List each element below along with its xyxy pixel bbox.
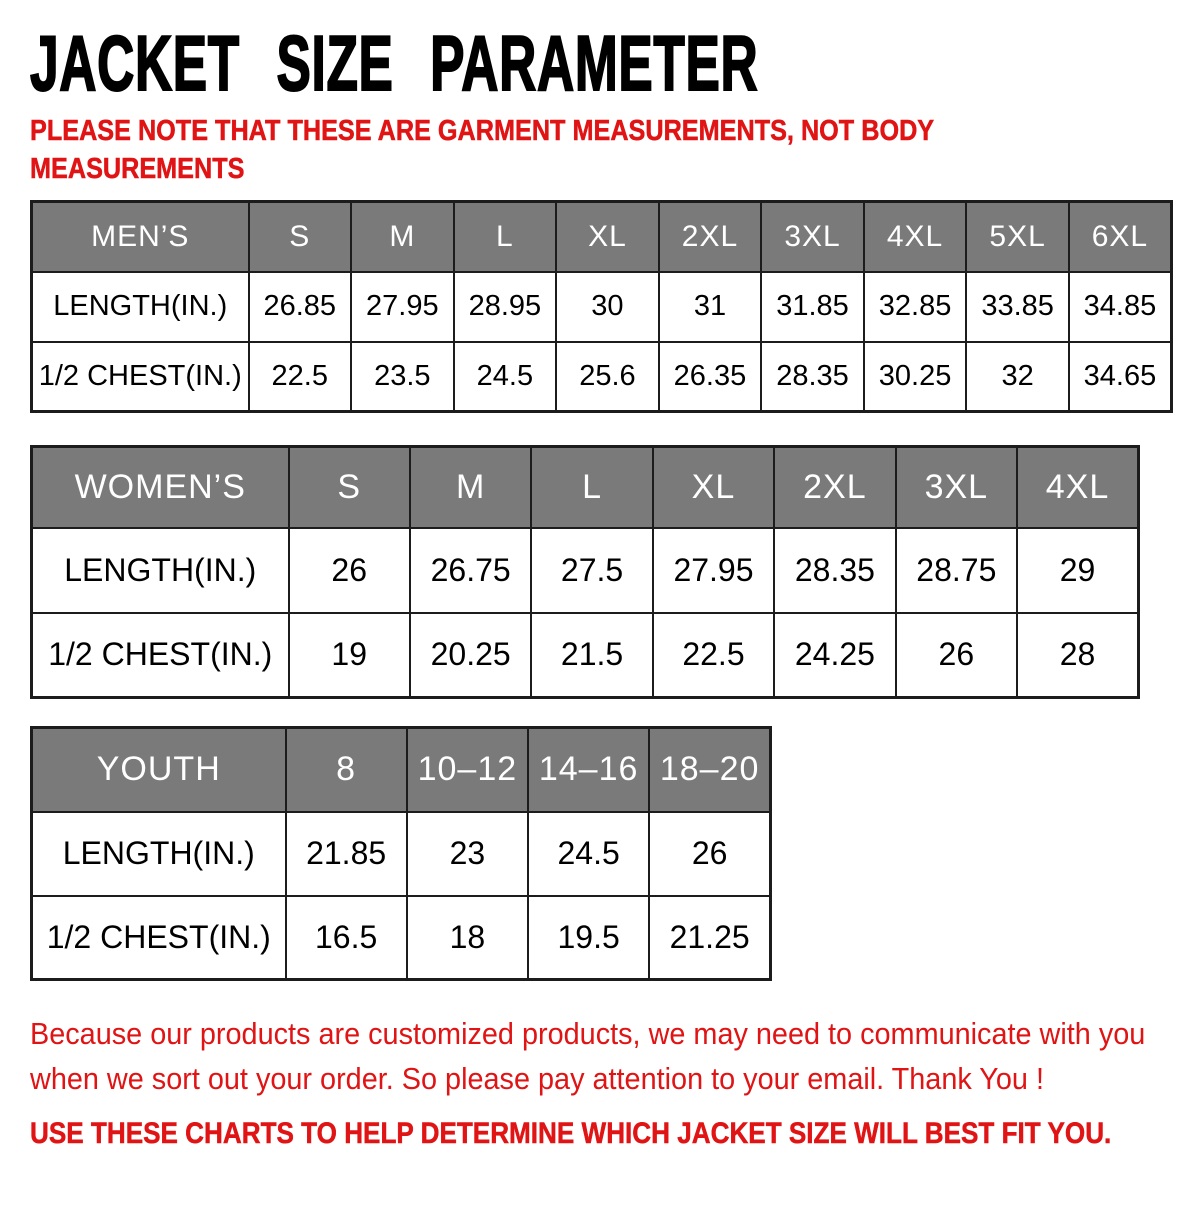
note-line: PLEASE NOTE THAT THESE ARE GARMENT MEASUREMENTS, NOT BODY [30,115,935,147]
value-cell: 25.6 [556,342,659,412]
header-cell: 5XL [966,202,1069,272]
header-cell: 10–12 [407,728,528,812]
header-cell: M [410,447,531,528]
value-cell: 28.35 [761,342,864,412]
header-cell: L [531,447,652,528]
header-cell: M [351,202,454,272]
row-label-cell: 1/2 CHEST(IN.) [32,613,289,698]
row-label-cell: 1/2 CHEST(IN.) [32,342,249,412]
womens-size-table [30,445,1140,699]
row-label-cell: LENGTH(IN.) [32,528,289,613]
header-cell: XL [653,447,774,528]
footer-notes [30,1011,1200,1154]
womens-table-title-cell: WOMEN’S [32,447,289,528]
garment-measurement-note [30,112,1200,188]
value-cell: 22.5 [653,613,774,698]
value-cell: 19 [289,613,410,698]
value-cell: 20.25 [410,613,531,698]
value-cell: 21.85 [286,812,407,896]
value-cell: 28 [1017,613,1138,698]
value-cell: 28.35 [774,528,895,613]
header-cell: XL [556,202,659,272]
value-cell: 19.5 [528,896,649,980]
value-cell: 28.95 [454,272,557,342]
youth-header-row [32,728,771,812]
womens-header-row [32,447,1139,528]
header-cell: 14–16 [528,728,649,812]
mens-header-row [32,202,1172,272]
value-cell: 34.85 [1069,272,1172,342]
header-cell: S [289,447,410,528]
header-cell: S [249,202,352,272]
value-cell: 30.25 [864,342,967,412]
page-title [30,19,1200,107]
customization-note [30,1011,1200,1101]
value-cell: 18 [407,896,528,980]
customization-note-line: when we sort out your order. So please pay attention to your email. Thank You ! [30,1061,1044,1096]
value-cell: 22.5 [249,342,352,412]
value-cell: 26 [289,528,410,613]
value-cell: 26.35 [659,342,762,412]
row-label-cell: LENGTH(IN.) [32,272,249,342]
value-cell: 29 [1017,528,1138,613]
mens-size-table [30,200,1173,413]
header-cell: 6XL [1069,202,1172,272]
value-cell: 27.95 [351,272,454,342]
mens-table-title-cell: MEN’S [32,202,249,272]
value-cell: 28.75 [896,528,1017,613]
header-cell: 2XL [659,202,762,272]
customization-note-line: Because our products are customized products, we may need to communicate with you [30,1016,1146,1051]
value-cell: 27.5 [531,528,652,613]
header-cell: 18–20 [649,728,770,812]
value-cell: 16.5 [286,896,407,980]
value-cell: 23 [407,812,528,896]
value-cell: 23.5 [351,342,454,412]
value-cell: 26 [649,812,770,896]
value-cell: 33.85 [966,272,1069,342]
value-cell: 32 [966,342,1069,412]
mens-length-row [32,272,1172,342]
row-label-cell: 1/2 CHEST(IN.) [32,896,286,980]
header-cell: 8 [286,728,407,812]
header-cell: 2XL [774,447,895,528]
value-cell: 31.85 [761,272,864,342]
row-label-cell: LENGTH(IN.) [32,812,286,896]
header-cell: 3XL [896,447,1017,528]
header-cell: 4XL [864,202,967,272]
youth-size-table [30,726,772,981]
value-cell: 21.25 [649,896,770,980]
value-cell: 26.85 [249,272,352,342]
jacket-size-chart-page [0,19,1200,1224]
youth-chest-row [32,896,771,980]
page-title-text: JACKET SIZE PARAMETER [30,19,759,107]
value-cell: 31 [659,272,762,342]
note-line: MEASUREMENTS [30,153,245,185]
chart-usage-note: USE THESE CHARTS TO HELP DETERMINE WHICH JACKET SIZE WILL BEST FIT YOU. [30,1117,1112,1150]
womens-chest-row [32,613,1139,698]
value-cell: 24.25 [774,613,895,698]
header-cell: 3XL [761,202,864,272]
value-cell: 30 [556,272,659,342]
mens-chest-row [32,342,1172,412]
womens-length-row [32,528,1139,613]
value-cell: 26.75 [410,528,531,613]
value-cell: 26 [896,613,1017,698]
value-cell: 24.5 [454,342,557,412]
value-cell: 34.65 [1069,342,1172,412]
value-cell: 21.5 [531,613,652,698]
value-cell: 32.85 [864,272,967,342]
header-cell: 4XL [1017,447,1138,528]
header-cell: L [454,202,557,272]
youth-length-row [32,812,771,896]
value-cell: 24.5 [528,812,649,896]
value-cell: 27.95 [653,528,774,613]
youth-table-title-cell: YOUTH [32,728,286,812]
